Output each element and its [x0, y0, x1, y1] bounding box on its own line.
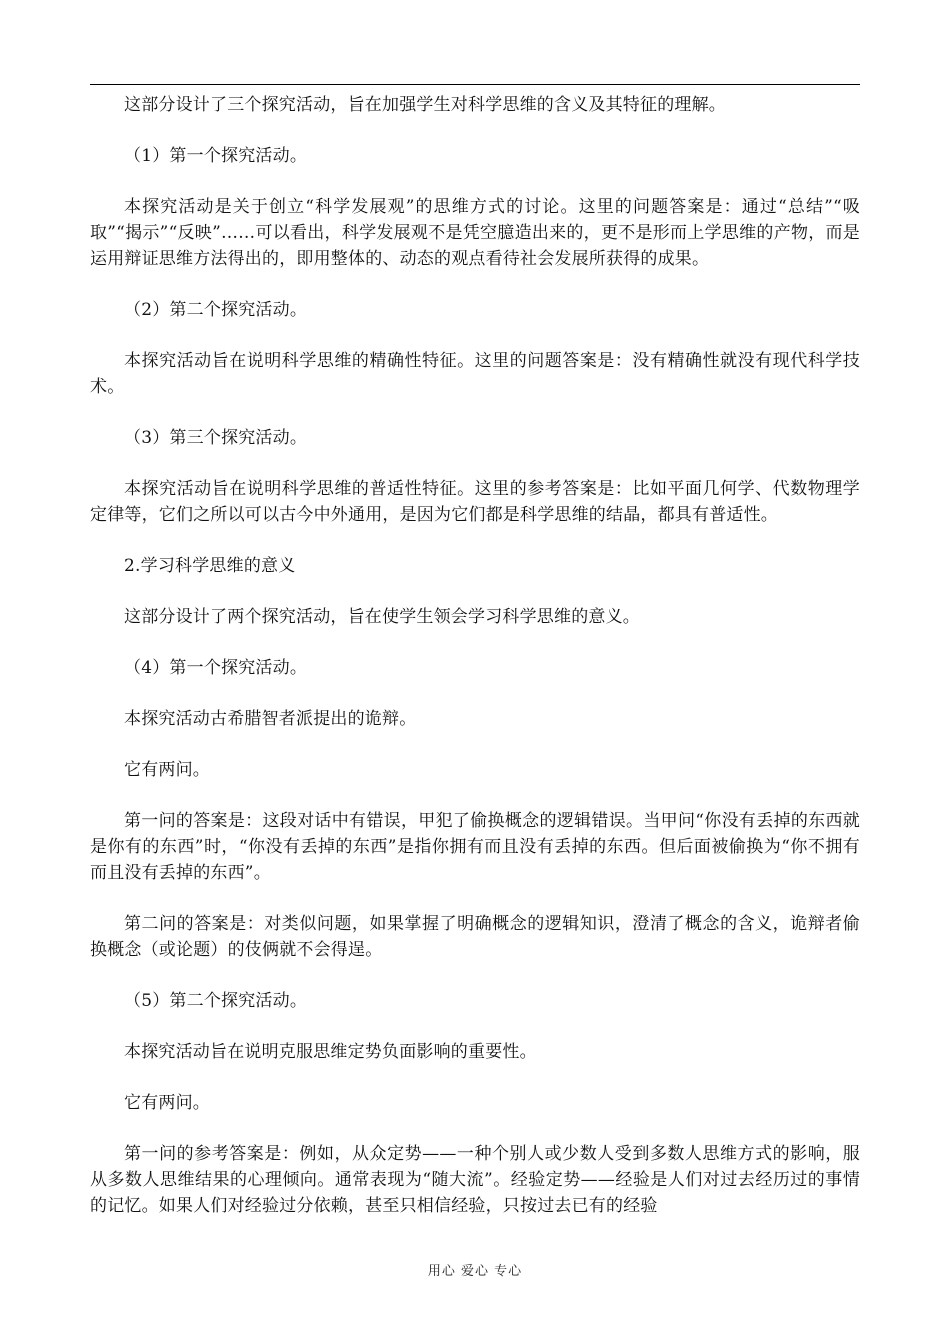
document-body: [90, 92, 860, 1219]
paragraph-two-questions: 它有两问。: [124, 760, 210, 780]
paragraph-activity-3-body: 本探究活动旨在说明科学思维的普适性特征。这里的参考答案是：比如平面几何学、代数物理学定律等，它们之所以可以古今中外通用，是因为它们都是科学思维的结晶，都具有普适性。: [90, 479, 860, 525]
paragraph-section-intro: 这部分设计了两个探究活动，旨在使学生领会学习科学思维的意义。: [124, 607, 640, 627]
paragraph-heading-activity-4: （4）第一个探究活动。: [124, 658, 308, 678]
section-heading-significance: 2.学习科学思维的意义: [124, 556, 296, 576]
paragraph-activity-2-body: 本探究活动旨在说明科学思维的精确性特征。这里的问题答案是：没有精确性就没有现代科学技术。: [90, 351, 860, 397]
paragraph-question-1-reference: 第一问的参考答案是：例如，从众定势——一种个别人或少数人受到多数人思维方式的影响，服从多数人思维结果的心理倾向。通常表现为“随大流”。经验定势——经验是人们对过去经历过的事情的记忆。如果人们对经验过分依赖，甚至只相信经验，只按过去已有的经验: [90, 1144, 860, 1216]
page-footer: 用心 爱心 专心: [427, 1264, 523, 1279]
paragraph-heading-activity-2: （2）第二个探究活动。: [124, 300, 308, 320]
header-rule: [90, 84, 860, 85]
paragraph-question-2-answer: 第二问的答案是：对类似问题，如果掌握了明确概念的逻辑知识，澄清了概念的含义，诡辩者偷换概念（或论题）的伎俩就不会得逞。: [90, 914, 860, 960]
paragraph-intro: 这部分设计了三个探究活动，旨在加强学生对科学思维的含义及其特征的理解。: [124, 95, 726, 115]
paragraph-heading-activity-3: （3）第三个探究活动。: [124, 428, 308, 448]
paragraph-two-questions-2: 它有两问。: [124, 1093, 210, 1113]
paragraph-question-1-answer: 第一问的答案是：这段对话中有错误，甲犯了偷换概念的逻辑错误。当甲问“你没有丢掉的东西就是你有的东西”时，“你没有丢掉的东西”是指你拥有而且没有丢掉的东西。但后面被偷换为“你不拥有而且没有丢掉的东西”。: [90, 811, 860, 883]
paragraph-heading-activity-1: （1）第一个探究活动。: [124, 146, 308, 166]
paragraph-activity-5-body: 本探究活动旨在说明克服思维定势负面影响的重要性。: [124, 1042, 537, 1062]
paragraph-activity-1-body: 本探究活动是关于创立“科学发展观”的思维方式的讨论。这里的问题答案是：通过“总结”“吸取”“揭示”“反映”……可以看出，科学发展观不是凭空臆造出来的，更不是形而上学思维的产物，而是运用辩证思维方法得出的，即用整体的、动态的观点看待社会发展所获得的成果。: [90, 197, 860, 269]
paragraph-activity-4-body: 本探究活动古希腊智者派提出的诡辩。: [124, 709, 417, 729]
paragraph-heading-activity-5: （5）第二个探究活动。: [124, 991, 308, 1011]
